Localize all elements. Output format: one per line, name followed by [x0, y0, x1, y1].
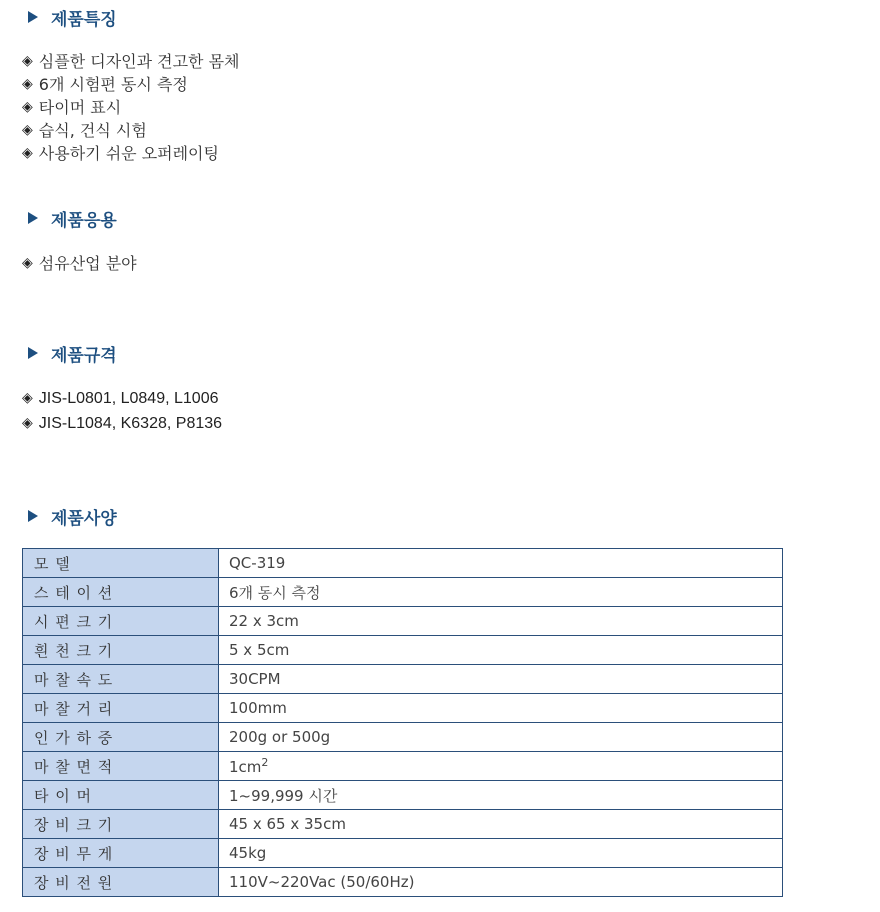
standards-heading [28, 341, 117, 365]
spec-label: 마 찰 거 리 [23, 694, 219, 723]
table-row [23, 810, 783, 839]
features-heading [28, 5, 117, 29]
diamond-bullet-icon: ◈ [22, 76, 33, 92]
spec-value: 30CPM [219, 665, 783, 694]
spec-label: 장 비 전 원 [23, 868, 219, 897]
spec-label: 시 편 크 기 [23, 607, 219, 636]
applications-heading-text: 제품응용 [51, 210, 117, 231]
diamond-bullet-icon: ◈ [22, 53, 33, 69]
table-row [23, 752, 783, 781]
specifications-table [22, 548, 783, 897]
spec-value: 5 x 5cm [219, 636, 783, 665]
standards-list [22, 386, 222, 436]
table-row [23, 549, 783, 578]
features-heading-text: 제품특징 [51, 9, 117, 30]
triangle-right-icon [28, 347, 38, 359]
list-item: ◈ JIS-L0801, L0849, L1006 [22, 386, 222, 411]
specifications-heading-text: 제품사양 [51, 508, 117, 529]
spec-label: 스 테 이 션 [23, 578, 219, 607]
spec-value: 110V~220Vac (50/60Hz) [219, 868, 783, 897]
table-row [23, 607, 783, 636]
diamond-bullet-icon: ◈ [22, 145, 33, 161]
list-item: ◈ 습식, 건식 시험 [22, 121, 147, 140]
spec-label: 타 이 머 [23, 781, 219, 810]
list-item: ◈ 섬유산업 분야 [22, 254, 137, 273]
list-item: ◈ 심플한 디자인과 견고한 몸체 [22, 52, 240, 71]
spec-value: 1~99,999 시간 [219, 781, 783, 810]
spec-label: 장 비 무 게 [23, 839, 219, 868]
superscript: 2 [261, 756, 269, 769]
spec-label: 인 가 하 중 [23, 723, 219, 752]
diamond-bullet-icon: ◈ [22, 122, 33, 138]
triangle-right-icon [28, 212, 38, 224]
features-list [22, 50, 240, 165]
spec-label: 모 델 [23, 549, 219, 578]
applications-list [22, 252, 137, 275]
diamond-bullet-icon: ◈ [22, 390, 33, 406]
spec-value: 22 x 3cm [219, 607, 783, 636]
spec-value: QC-319 [219, 549, 783, 578]
spec-label: 흰 천 크 기 [23, 636, 219, 665]
table-row [23, 578, 783, 607]
spec-label: 장 비 크 기 [23, 810, 219, 839]
list-item: ◈ 타이머 표시 [22, 98, 122, 117]
diamond-bullet-icon: ◈ [22, 99, 33, 115]
triangle-right-icon [28, 11, 38, 23]
spec-label: 마 찰 속 도 [23, 665, 219, 694]
applications-heading [28, 206, 117, 230]
spec-label: 마 찰 면 적 [23, 752, 219, 781]
list-item: ◈ 사용하기 쉬운 오퍼레이팅 [22, 144, 219, 163]
diamond-bullet-icon: ◈ [22, 415, 33, 431]
spec-value: 200g or 500g [219, 723, 783, 752]
table-row [23, 636, 783, 665]
table-row [23, 665, 783, 694]
table-row [23, 868, 783, 897]
table-row [23, 694, 783, 723]
diamond-bullet-icon: ◈ [22, 255, 33, 271]
standards-heading-text: 제품규격 [51, 345, 117, 366]
spec-value: 45kg [219, 839, 783, 868]
table-row [23, 781, 783, 810]
table-row [23, 723, 783, 752]
table-row [23, 839, 783, 868]
list-item: ◈ JIS-L1084, K6328, P8136 [22, 411, 222, 436]
specifications-heading [28, 504, 117, 528]
spec-value: $1cm^2$ [219, 752, 783, 781]
triangle-right-icon [28, 510, 38, 522]
spec-value: 6개 동시 측정 [219, 578, 783, 607]
list-item: ◈ 6개 시험편 동시 측정 [22, 75, 188, 94]
spec-value: 100mm [219, 694, 783, 723]
spec-value: 45 x 65 x 35cm [219, 810, 783, 839]
